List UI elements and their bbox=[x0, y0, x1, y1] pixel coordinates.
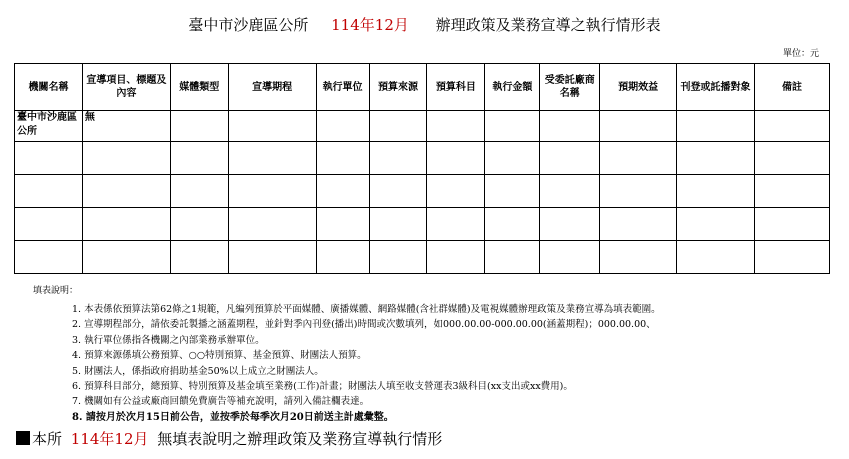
page-title bbox=[0, 14, 849, 35]
table-row bbox=[15, 241, 830, 274]
title-suffix: 辦理政策及業務宣導之執行情形表 bbox=[435, 16, 661, 34]
title-period: 114年12月 bbox=[331, 16, 409, 34]
table-row bbox=[15, 175, 830, 208]
header-amount: 執行金額 bbox=[485, 64, 540, 111]
unit-label: 單位：元 bbox=[782, 49, 819, 59]
report-table bbox=[14, 63, 830, 274]
table-row bbox=[15, 111, 830, 142]
note-item: 3. 執行單位係指各機關之內部業務承辦單位。 bbox=[72, 334, 265, 346]
table-row bbox=[15, 142, 830, 175]
notes-list bbox=[72, 302, 661, 425]
footer-prefix: 本所 bbox=[32, 430, 63, 448]
table-row bbox=[15, 208, 830, 241]
note-item: 1. 本表係依預算法第62條之1規範，凡編列預算於平面媒體、廣播媒體、網路媒體(含社群媒體)及電視媒體辦理政策及業務宣導為填表範圍。 bbox=[72, 304, 661, 315]
cell-item: 無 bbox=[82, 111, 170, 142]
header-expected-benefit: 預期效益 bbox=[600, 64, 677, 111]
header-media-type: 媒體類型 bbox=[170, 64, 228, 111]
note-item: 7. 機關如有公益或廠商回饋免費廣告等補充說明，請列入備註欄表達。 bbox=[72, 396, 370, 408]
note-item: 6. 預算科目部分，總預算、特別預算及基金填至業務(工作)計畫；財團法人填至收支營運表3級科目(xx支出或xx費用)。 bbox=[72, 381, 573, 393]
table-header-row bbox=[15, 64, 830, 111]
square-bullet-icon bbox=[16, 431, 30, 445]
header-period: 宣導期程 bbox=[228, 64, 316, 111]
note-item: 2. 宣導期程部分，請依委託製播之涵蓋期程，並針對季內刊登(播出)時間或次數填列，如000.00.00-000.00.00(涵蓋期程)；000.00.00、 bbox=[72, 319, 656, 331]
header-vendor: 受委託廠商名稱 bbox=[540, 64, 600, 111]
header-exec-unit: 執行單位 bbox=[316, 64, 369, 111]
footer-suffix: 無填表說明之辦理政策及業務宣導執行情形 bbox=[157, 430, 443, 448]
title-prefix: 臺中市沙鹿區公所 bbox=[188, 16, 309, 34]
header-budget-source: 預算來源 bbox=[369, 64, 427, 111]
header-item: 宣導項目、標題及內容 bbox=[82, 64, 170, 111]
header-org: 機關名稱 bbox=[15, 64, 83, 111]
cell-org: 臺中市沙鹿區公所 bbox=[15, 111, 83, 142]
footer-period: 114年12月 bbox=[70, 430, 149, 448]
footer-statement bbox=[16, 428, 442, 449]
note-item: 8. 請按月於次月15日前公告，並按季於每季次月20日前送主計處彙整。 bbox=[72, 411, 394, 423]
header-remarks: 備註 bbox=[755, 64, 830, 111]
header-target: 刊登或託播對象 bbox=[677, 64, 755, 111]
note-item: 5. 財團法人，係指政府捐助基金50%以上成立之財團法人。 bbox=[72, 365, 324, 377]
note-item: 4. 預算來源係填公務預算、○○特別預算、基金預算、財團法人預算。 bbox=[72, 350, 367, 362]
header-budget-account: 預算科目 bbox=[427, 64, 485, 111]
notes-label: 填表說明： bbox=[33, 286, 79, 296]
